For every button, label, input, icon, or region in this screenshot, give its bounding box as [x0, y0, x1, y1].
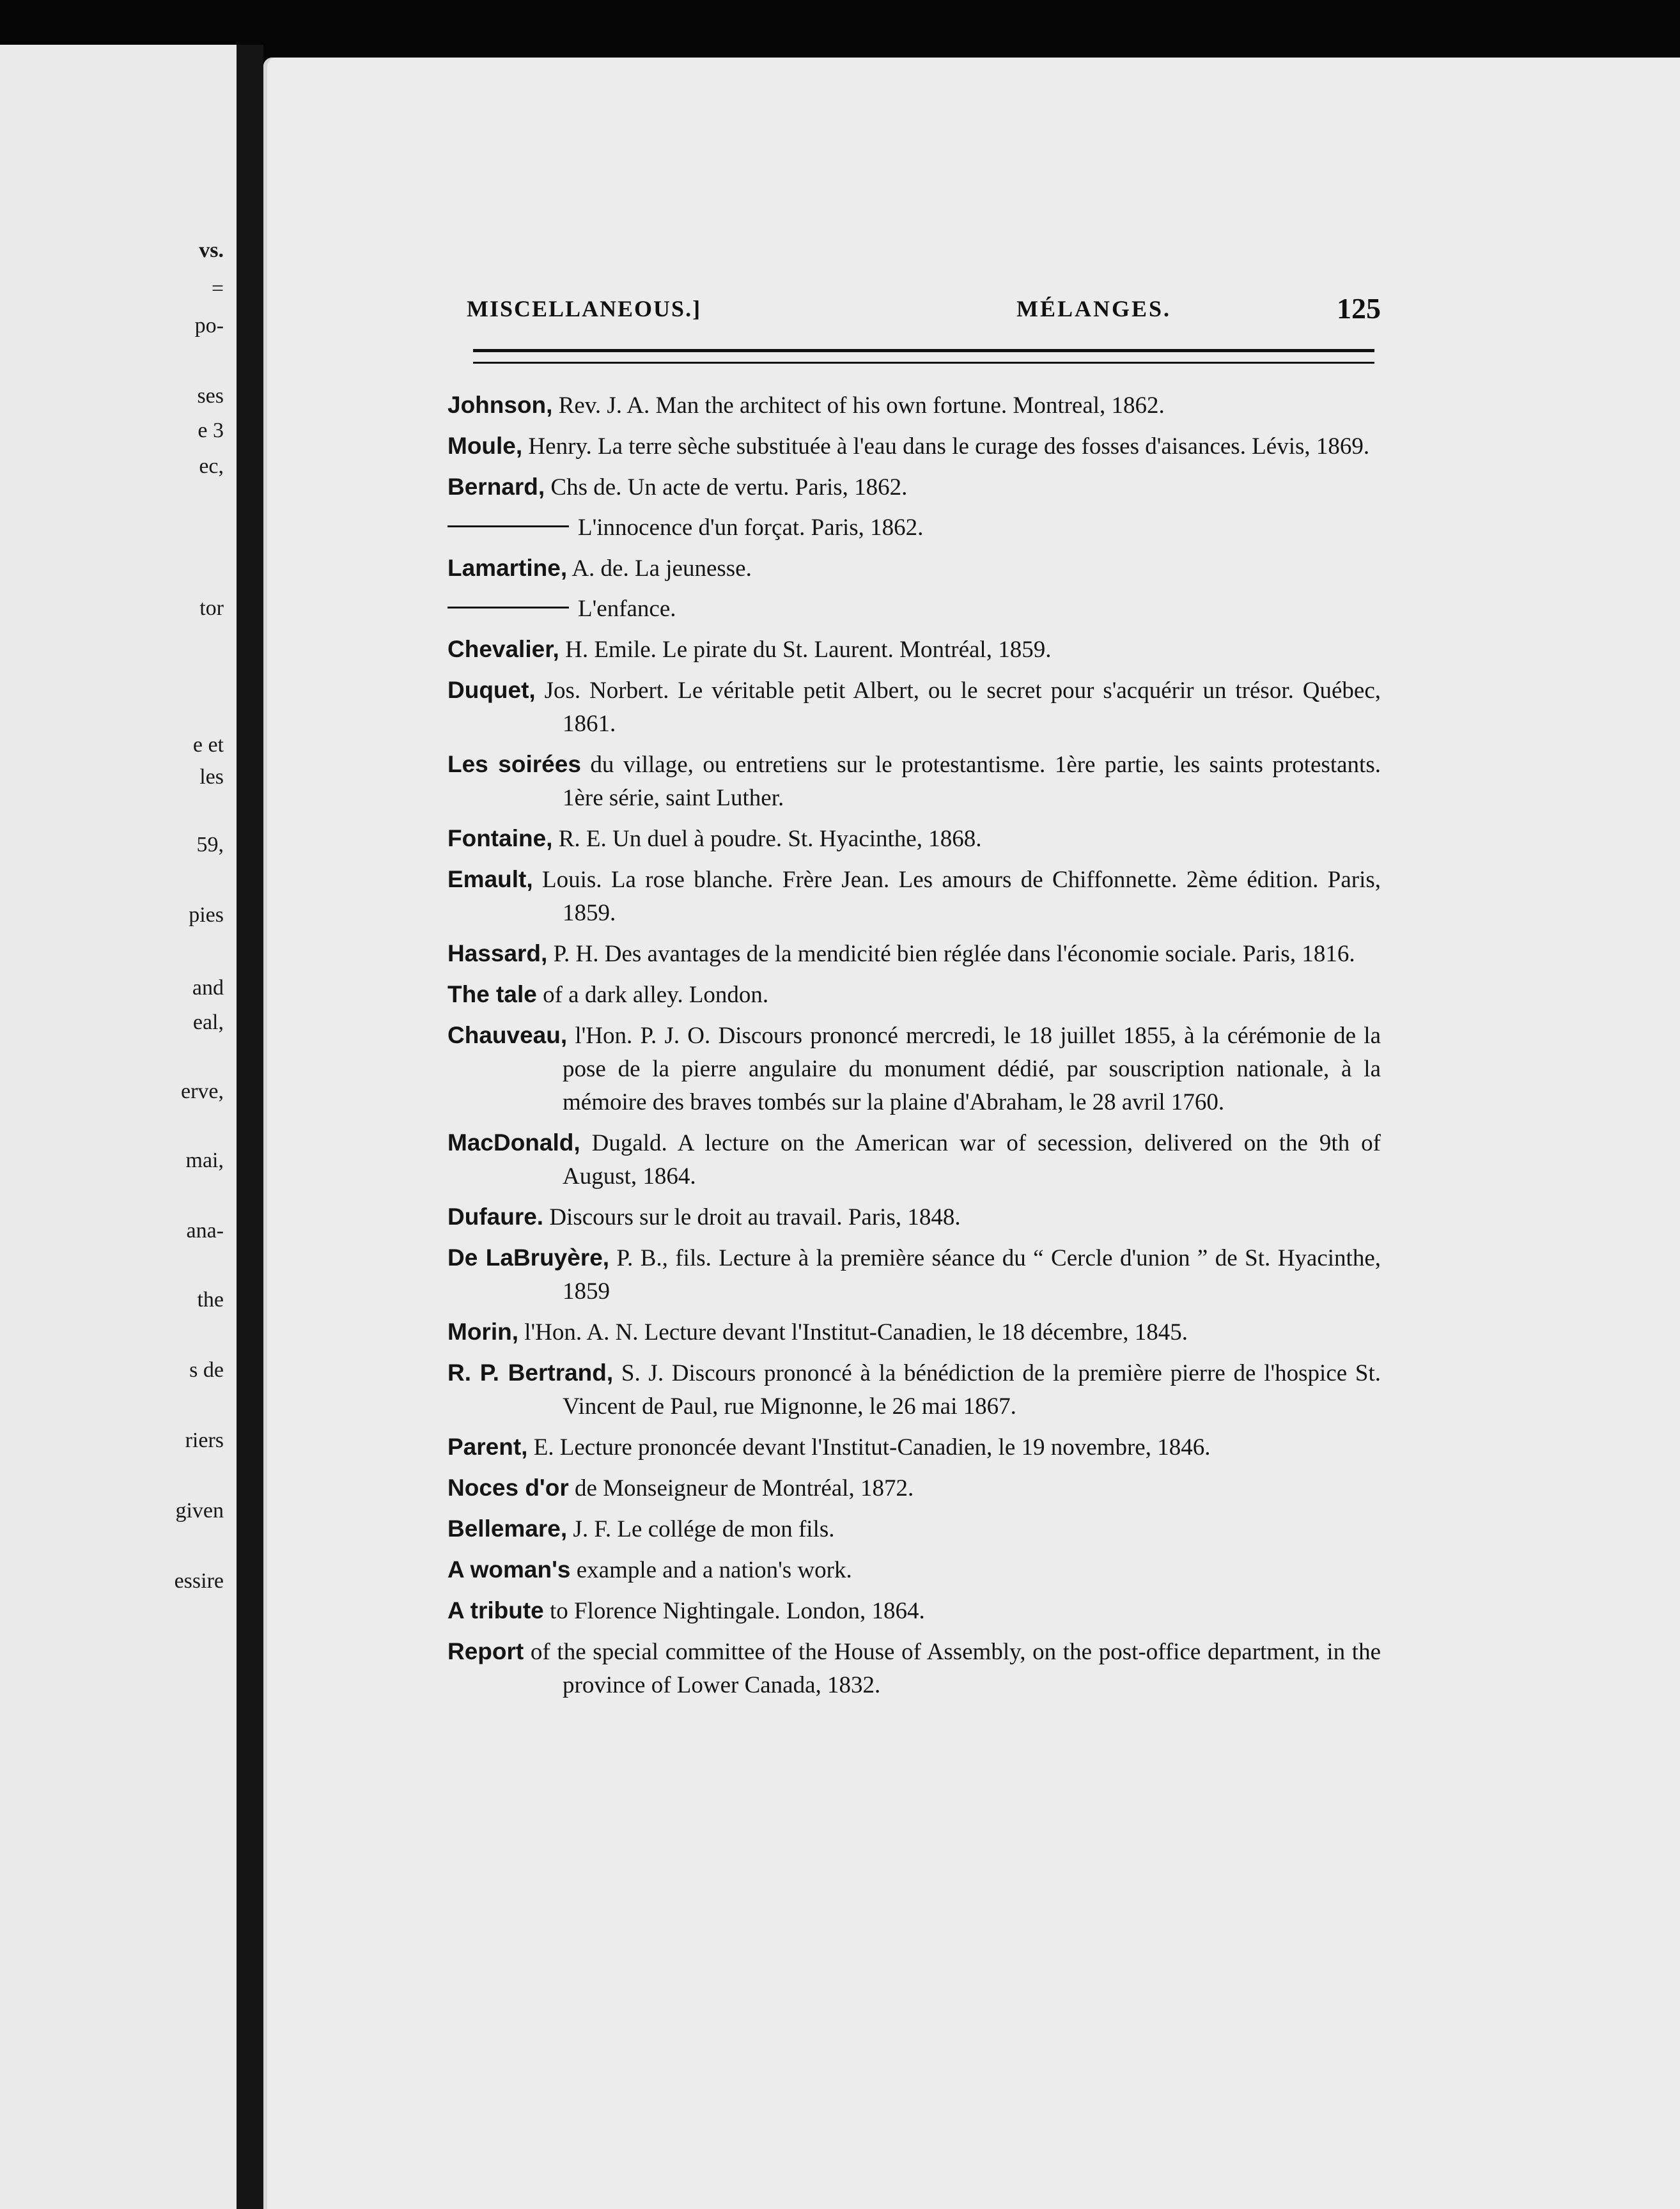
entry-title: Jos. Norbert. Le véritable petit Albert, ou le secret pour s'acquérir un trésor. Québec, 1861. — [535, 678, 1381, 737]
entry-author: Chauveau, — [447, 1022, 568, 1048]
entry-title: of the special committee of the House of Assembly, on the post-office department, in the province of Lower Canada, 1832. — [524, 1639, 1381, 1698]
book-spine — [237, 45, 263, 2209]
bibliography-entry — [447, 822, 1381, 856]
entry-author: Bernard, — [447, 474, 545, 500]
header-rule-thin — [473, 362, 1374, 364]
bibliography-entry — [447, 1430, 1381, 1464]
left-page-fragment: pies — [189, 903, 224, 927]
entry-title: H. Emile. Le pirate du St. Laurent. Montréal, 1859. — [559, 637, 1052, 663]
entry-title: Rev. J. A. Man the architect of his own fortune. Montreal, 1862. — [552, 392, 1165, 419]
bibliography-entry — [447, 1512, 1381, 1546]
bibliography-entry — [447, 552, 1381, 585]
ditto-dash — [447, 525, 569, 527]
entry-author: Duquet, — [447, 677, 536, 703]
bibliography-entry — [447, 1200, 1381, 1234]
entry-author: Bellemare, — [447, 1515, 568, 1542]
entry-title: Henry. La terre sèche substituée à l'eau dans le curage des fosses d'aisances. Lévis, 1869. — [522, 433, 1370, 460]
bibliography-entry — [447, 978, 1381, 1012]
entry-title: L'innocence d'un forçat. Paris, 1862. — [578, 515, 924, 541]
bibliography-entry — [447, 1553, 1381, 1587]
entry-author: A tribute — [447, 1597, 544, 1624]
left-page-fragment: riers — [185, 1429, 224, 1452]
entry-author: Fontaine, — [447, 825, 553, 851]
entry-author: R. P. Bertrand, — [447, 1360, 614, 1386]
left-page-fragment: = — [211, 277, 224, 300]
header-section-fr: MÉLANGES. — [1016, 296, 1172, 322]
entry-title: Dugald. A lecture on the American war of secession, delivered on the 9th of August, 1864. — [563, 1130, 1381, 1190]
entry-title: du village, ou entretiens sur le protestantisme. 1ère partie, les saints protestants. 1ère série, saint Luther. — [563, 752, 1381, 811]
header-rule-thick — [473, 349, 1374, 352]
left-page-fragment: the — [197, 1288, 224, 1312]
bibliography-entry — [447, 674, 1381, 741]
entry-title: P. B., fils. Lecture à la première séance du “ Cercle d'union ” de St. Hyacinthe, 1859 — [563, 1245, 1381, 1305]
bibliography-entry — [447, 430, 1381, 463]
left-page-fragment: given — [175, 1499, 224, 1523]
bibliography-entry — [447, 389, 1381, 422]
entry-title: example and a nation's work. — [570, 1557, 852, 1583]
running-header — [467, 292, 1381, 334]
entry-author: Hassard, — [447, 940, 548, 966]
bibliography-entry — [447, 1126, 1381, 1193]
entry-author: The tale — [447, 981, 537, 1007]
bibliography-entry — [447, 863, 1381, 930]
left-page-fragment: mai, — [185, 1149, 224, 1172]
bibliography-entry — [447, 1241, 1381, 1308]
entry-author: Chevalier, — [447, 636, 559, 662]
entry-title: J. F. Le collége de mon fils. — [567, 1516, 835, 1542]
entry-author: Lamartine, — [447, 555, 568, 581]
bibliography-entry — [447, 1019, 1381, 1119]
left-page-fragment: s de — [189, 1358, 224, 1382]
bibliography-entry — [447, 593, 1381, 626]
entry-author: Emault, — [447, 866, 533, 892]
entry-author: Report — [447, 1638, 524, 1664]
entry-title: Chs de. Un acte de vertu. Paris, 1862. — [545, 474, 908, 500]
page-number: 125 — [1337, 292, 1381, 325]
entry-title: L'enfance. — [578, 596, 676, 622]
bibliography-entry — [447, 937, 1381, 971]
entry-author: De LaBruyère, — [447, 1244, 610, 1271]
entry-title: S. J. Discours prononcé à la bénédiction de la première pierre de l'hospice St. Vincent de Paul, rue Mignonne, le 26 mai 1867. — [563, 1360, 1381, 1420]
bibliography-entry — [447, 1635, 1381, 1702]
left-page-fragment: essire — [174, 1569, 224, 1593]
entry-author: MacDonald, — [447, 1129, 580, 1156]
left-page-fragment: ses — [197, 384, 224, 408]
left-page-fragment: ana- — [186, 1219, 224, 1243]
header-section-en: MISCELLANEOUS.] — [467, 296, 702, 322]
entry-title: A. de. La jeunesse. — [567, 555, 752, 582]
ditto-dash — [447, 607, 569, 608]
left-page-fragment: tor — [199, 596, 224, 620]
left-page-fragment: erve, — [180, 1080, 224, 1103]
left-page-fragment: vs. — [199, 238, 224, 262]
bibliography-entry — [447, 1594, 1381, 1628]
entry-author: Morin, — [447, 1319, 518, 1345]
bibliography-list — [447, 389, 1381, 1709]
left-page-fragment: ec, — [199, 454, 224, 478]
entry-author: Dufaure. — [447, 1204, 544, 1230]
left-page-fragment: 59, — [196, 833, 224, 856]
left-page-fragment: e et — [192, 733, 224, 757]
entry-author: Johnson, — [447, 392, 553, 418]
bibliography-entry — [447, 633, 1381, 667]
bibliography-entry — [447, 1471, 1381, 1505]
entry-author: Les soirées — [447, 751, 581, 777]
entry-title: to Florence Nightingale. London, 1864. — [543, 1598, 925, 1624]
entry-author: A woman's — [447, 1556, 571, 1583]
bibliography-entry — [447, 470, 1381, 504]
entry-title: l'Hon. P. J. O. Discours prononcé mercredi, le 18 juillet 1855, à la cérémonie de la pose de la pierre angulaire du monument dédié, par souscription nationale, à la mémoire des braves tombés sur la plaine d'Abraham, le 28 avril 1760. — [563, 1023, 1381, 1115]
left-page-fragment: po- — [194, 314, 224, 337]
left-page-edge — [0, 45, 237, 2209]
entry-title: of a dark alley. London. — [536, 982, 769, 1008]
left-page-fragment: eal, — [192, 1011, 224, 1034]
entry-title: l'Hon. A. N. Lecture devant l'Institut-Canadien, le 18 décembre, 1845. — [518, 1319, 1188, 1345]
entry-author: Parent, — [447, 1434, 528, 1460]
bibliography-entry — [447, 748, 1381, 815]
entry-title: Discours sur le droit au travail. Paris, 1848. — [543, 1204, 961, 1230]
left-page-fragment: e 3 — [198, 419, 224, 442]
entry-title: R. E. Un duel à poudre. St. Hyacinthe, 1868. — [552, 826, 982, 852]
entry-author: Noces d'or — [447, 1475, 569, 1501]
left-page-fragment: and — [192, 976, 224, 1000]
entry-title: Louis. La rose blanche. Frère Jean. Les amours de Chiffonnette. 2ème édition. Paris, 1859. — [533, 867, 1381, 926]
left-page-fragment: les — [199, 765, 224, 789]
entry-title: E. Lecture prononcée devant l'Institut-Canadien, le 19 novembre, 1846. — [527, 1434, 1211, 1461]
bibliography-entry — [447, 511, 1381, 545]
entry-title: P. H. Des avantages de la mendicité bien réglée dans l'économie sociale. Paris, 1816. — [547, 941, 1355, 967]
bibliography-entry — [447, 1356, 1381, 1423]
entry-author: Moule, — [447, 433, 523, 459]
bibliography-entry — [447, 1315, 1381, 1349]
entry-title: de Monseigneur de Montréal, 1872. — [568, 1475, 914, 1501]
